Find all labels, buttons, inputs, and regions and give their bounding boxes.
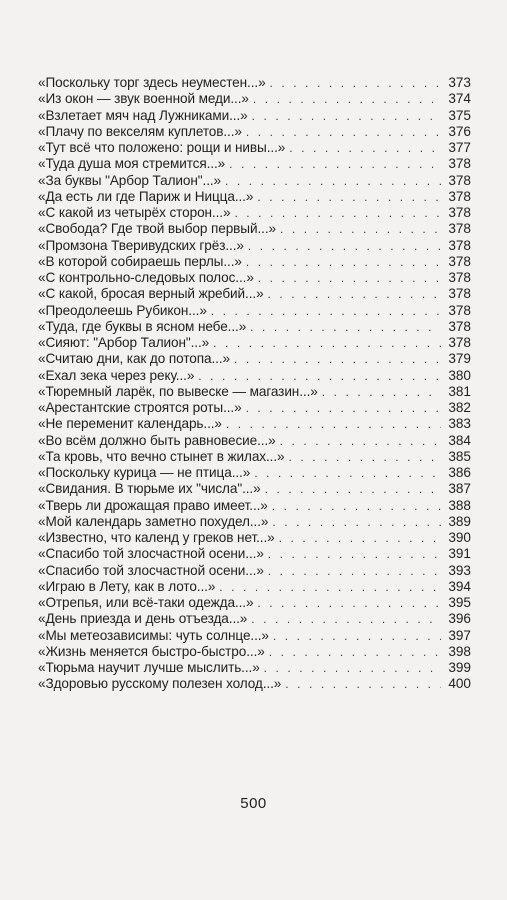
toc-entry-page: 394	[448, 578, 471, 594]
toc-entry-page: 396	[448, 611, 471, 627]
toc-entry	[38, 644, 471, 660]
toc-entry-title: «Туда душа моя стремится...»	[38, 156, 226, 172]
toc-entry-title: «Жизнь меняется быстро-быстро...»	[38, 643, 265, 659]
toc-dot-leader	[269, 644, 441, 660]
toc-entry	[38, 108, 471, 124]
toc-entry-page: 378	[448, 270, 471, 285]
toc-entry	[38, 595, 471, 611]
toc-entry-title: «Тут всё что положено: рощи и нивы...»	[38, 140, 286, 155]
toc-entry-page: 400	[448, 676, 471, 692]
toc-entry-page: 398	[448, 643, 471, 659]
toc-entry-title: «Преодолеешь Рубикон...»	[38, 302, 207, 318]
toc-entry-title: «Спасибо той злосчастной осени...»	[38, 546, 264, 562]
toc-entry-title: «С контрольно-следовых полос...»	[38, 270, 254, 285]
toc-entry-page: 378	[448, 188, 471, 204]
toc-dot-leader	[268, 563, 441, 579]
table-of-contents	[38, 75, 471, 693]
toc-dot-leader	[246, 124, 441, 140]
toc-entry	[38, 449, 471, 465]
toc-dot-leader	[272, 498, 441, 514]
toc-dot-leader	[322, 384, 441, 400]
toc-entry-page: 375	[448, 107, 471, 123]
toc-entry	[38, 189, 471, 205]
toc-entry-title: «Тверь ли дрожащая право имеет...»	[38, 497, 268, 513]
toc-entry	[38, 91, 471, 107]
toc-entry	[38, 530, 471, 546]
toc-entry-title: «Свидания. В тюрьме их "числа"...»	[38, 481, 261, 497]
toc-dot-leader	[229, 156, 441, 172]
toc-entry-title: «Поскольку курица — не птица...»	[38, 465, 251, 480]
toc-dot-leader	[198, 368, 441, 384]
toc-entry-page: 383	[448, 416, 471, 432]
toc-entry-title: «Промзона Тверивудских грёз...»	[38, 237, 244, 253]
toc-dot-leader	[225, 173, 441, 189]
toc-entry	[38, 400, 471, 416]
toc-entry-page: 393	[448, 562, 471, 578]
toc-entry-title: «Не переменит календарь...»	[38, 416, 222, 432]
toc-entry-title: «Свобода? Где твой выбор первый...»	[38, 221, 276, 237]
page-number: 500	[240, 795, 267, 812]
toc-entry-title: «Мы метеозависимы: чуть солнце...»	[38, 627, 269, 643]
toc-entry-title: «Та кровь, что вечно стынет в жилах...»	[38, 448, 285, 464]
toc-entry-title: «Спасибо той злосчастной осени...»	[38, 562, 264, 578]
toc-entry-title: «Играю в Лету, как в лото...»	[38, 578, 216, 594]
toc-dot-leader	[211, 303, 441, 319]
toc-entry-page: 378	[448, 221, 471, 237]
toc-dot-leader	[270, 75, 441, 91]
toc-entry-title: «Отрепья, или всё-таки одежда...»	[38, 595, 254, 610]
toc-entry-title: «Здоровью русскому полезен холод...»	[38, 676, 282, 692]
toc-entry-page: 380	[448, 367, 471, 383]
toc-entry-page: 384	[448, 432, 471, 448]
toc-dot-leader	[246, 400, 441, 416]
toc-entry-page: 378	[448, 253, 471, 269]
toc-entry	[38, 156, 471, 172]
toc-dot-leader	[246, 254, 441, 270]
toc-entry-title: «Да есть ли где Париж и Ницца...»	[38, 188, 254, 204]
toc-entry-page: 378	[448, 156, 471, 172]
toc-dot-leader	[250, 319, 441, 335]
toc-entry	[38, 433, 471, 449]
toc-entry-page: 376	[448, 123, 471, 139]
toc-dot-leader	[234, 351, 441, 367]
toc-entry	[38, 514, 471, 530]
toc-entry-page: 378	[448, 318, 471, 334]
toc-entry-title: «Туда, где буквы в ясном небе...»	[38, 318, 247, 334]
toc-dot-leader	[268, 546, 441, 562]
toc-entry-page: 378	[448, 237, 471, 253]
toc-entry-title: «С какой из четырёх сторон...»	[38, 205, 231, 220]
toc-entry-page: 378	[448, 335, 471, 350]
toc-entry	[38, 303, 471, 319]
toc-entry	[38, 563, 471, 579]
toc-entry	[38, 498, 471, 514]
toc-entry-title: «Плачу по векселям куплетов...»	[38, 123, 242, 139]
toc-dot-leader	[251, 611, 441, 627]
toc-entry-page: 391	[448, 546, 471, 562]
toc-entry-page: 378	[448, 286, 471, 302]
toc-dot-leader	[272, 514, 441, 530]
toc-entry	[38, 416, 471, 432]
toc-entry	[38, 238, 471, 254]
toc-entry-title: «Известно, что календ у греков нет...»	[38, 530, 275, 545]
toc-entry-title: «С какой, бросая верный жребий...»	[38, 286, 264, 302]
toc-dot-leader	[234, 205, 441, 221]
toc-dot-leader	[273, 628, 441, 644]
toc-entry-page: 373	[448, 75, 471, 90]
toc-entry	[38, 579, 471, 595]
toc-entry	[38, 205, 471, 221]
toc-entry-title: «Взлетает мяч над Лужниками...»	[38, 107, 248, 123]
toc-dot-leader	[285, 676, 441, 692]
toc-dot-leader	[257, 189, 441, 205]
toc-entry-page: 381	[448, 383, 471, 399]
toc-entry-page: 378	[448, 205, 471, 220]
toc-entry-title: «Тюремный ларёк, по вывеске — магазин...»	[38, 383, 318, 399]
toc-entry	[38, 368, 471, 384]
toc-entry-page: 374	[448, 91, 471, 107]
toc-entry	[38, 254, 471, 270]
toc-dot-leader	[257, 595, 441, 611]
toc-entry	[38, 676, 471, 692]
toc-entry	[38, 286, 471, 302]
toc-entry-page: 397	[448, 627, 471, 643]
toc-entry	[38, 611, 471, 627]
toc-entry	[38, 173, 471, 189]
toc-entry-page: 378	[448, 302, 471, 318]
toc-entry	[38, 335, 471, 351]
toc-dot-leader	[213, 335, 441, 351]
toc-dot-leader	[265, 481, 441, 497]
toc-dot-leader	[268, 286, 441, 302]
toc-entry	[38, 270, 471, 286]
toc-entry-title: «Тюрьма научит лучше мыслить...»	[38, 660, 260, 675]
toc-entry-page: 388	[448, 497, 471, 513]
toc-dot-leader	[254, 465, 441, 481]
toc-entry	[38, 75, 471, 91]
toc-entry-page: 377	[448, 140, 471, 155]
toc-entry-title: «Считаю дни, как до потопа...»	[38, 351, 230, 367]
toc-entry-page: 378	[448, 172, 471, 188]
toc-entry-page: 386	[448, 465, 471, 480]
toc-dot-leader	[253, 91, 441, 107]
toc-entry-title: «Поскольку торг здесь неуместен...»	[38, 75, 266, 90]
toc-entry	[38, 124, 471, 140]
toc-entry-title: «День приезда и день отъезда...»	[38, 611, 248, 627]
toc-entry-page: 387	[448, 481, 471, 497]
toc-entry-title: «Во всём должно быть равновесие...»	[38, 432, 276, 448]
toc-dot-leader	[252, 108, 441, 124]
toc-entry-page: 399	[448, 660, 471, 675]
toc-entry-title: «Сияют: "Арбор Талион"...»	[38, 335, 210, 350]
toc-entry	[38, 351, 471, 367]
toc-entry	[38, 140, 471, 156]
toc-entry	[38, 221, 471, 237]
toc-entry-title: «В которой собираешь перлы...»	[38, 253, 242, 269]
toc-dot-leader	[279, 530, 441, 546]
toc-dot-leader	[248, 238, 441, 254]
toc-dot-leader	[289, 449, 442, 465]
toc-dot-leader	[289, 140, 441, 156]
toc-entry-title: «Арестантские строятся роты...»	[38, 400, 242, 415]
toc-dot-leader	[280, 433, 441, 449]
toc-entry-page: 389	[448, 513, 471, 529]
toc-entry	[38, 481, 471, 497]
toc-entry-page: 390	[448, 530, 471, 545]
toc-entry-title: «Мой календарь заметно похудел...»	[38, 513, 269, 529]
toc-entry-page: 382	[448, 400, 471, 415]
toc-entry-page: 385	[448, 448, 471, 464]
toc-dot-leader	[219, 579, 441, 595]
toc-entry	[38, 546, 471, 562]
toc-entry	[38, 660, 471, 676]
toc-entry-page: 379	[448, 351, 471, 367]
toc-entry	[38, 465, 471, 481]
toc-entry	[38, 319, 471, 335]
toc-entry-title: «За буквы "Арбор Талион"...»	[38, 172, 222, 188]
toc-dot-leader	[280, 221, 441, 237]
toc-entry-page: 395	[448, 595, 471, 610]
toc-entry-title: «Ехал зека через реку...»	[38, 367, 195, 383]
toc-entry	[38, 384, 471, 400]
toc-entry	[38, 628, 471, 644]
toc-dot-leader	[264, 660, 441, 676]
toc-dot-leader	[226, 416, 441, 432]
toc-dot-leader	[258, 270, 441, 286]
toc-entry-title: «Из окон — звук военной меди...»	[38, 91, 249, 107]
